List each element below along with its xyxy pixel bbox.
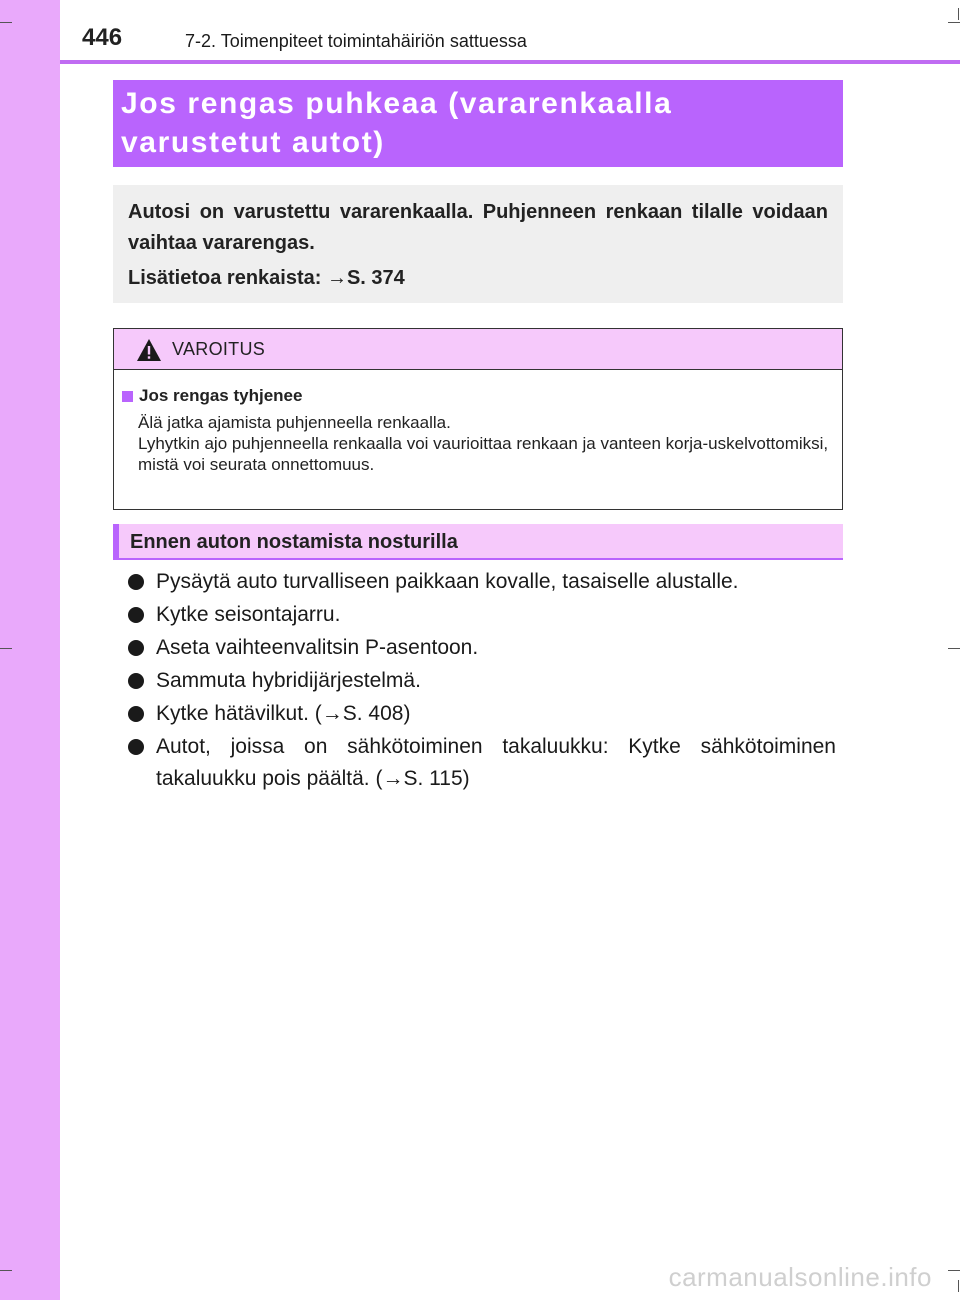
title-line-1: Jos rengas puhkeaa (vararenkaalla bbox=[121, 87, 673, 120]
bullet-icon bbox=[128, 673, 144, 689]
crop-mark bbox=[0, 1270, 12, 1271]
warning-header bbox=[114, 329, 842, 370]
bullet-icon bbox=[128, 574, 144, 590]
square-bullet-icon bbox=[122, 391, 133, 402]
bullet-icon bbox=[128, 607, 144, 623]
bullet-icon bbox=[128, 706, 144, 722]
list-item: Sammuta hybridijärjestelmä. bbox=[126, 665, 836, 697]
crop-mark bbox=[0, 22, 12, 23]
warning-box bbox=[113, 328, 843, 510]
crop-mark bbox=[958, 1280, 959, 1292]
side-strip bbox=[0, 0, 60, 1300]
crop-mark bbox=[948, 1270, 960, 1271]
warning-subheading bbox=[122, 386, 830, 406]
warning-subheading-text: Jos rengas tyhjenee bbox=[139, 386, 303, 405]
warning-text-line-1: Älä jatka ajamista puhjenneella renkaalla. bbox=[138, 413, 451, 432]
list-item: Aseta vaihteenvalitsin P-asentoon. bbox=[126, 632, 836, 664]
step-list bbox=[126, 566, 836, 796]
warning-label: VAROITUS bbox=[172, 339, 266, 359]
page-header bbox=[60, 0, 960, 64]
section-heading bbox=[113, 524, 843, 560]
list-item: Pysäytä auto turvalliseen paikkaan kovalle, tasaiselle alustalle. bbox=[126, 566, 836, 598]
watermark: carmanualsonline.info bbox=[668, 1262, 932, 1292]
crop-mark bbox=[0, 648, 12, 649]
bullet-icon bbox=[128, 640, 144, 656]
list-item: Autot, joissa on sähkötoiminen takaluukku: Kytke sähkötoiminen takaluukku pois päältä. (→S. 115) bbox=[126, 731, 836, 795]
page-title bbox=[113, 80, 843, 167]
page-number: 446 bbox=[82, 24, 123, 51]
header-rule bbox=[60, 60, 960, 64]
list-item: Kytke hätävilkut. (→S. 408) bbox=[126, 698, 836, 730]
warning-icon bbox=[136, 338, 162, 362]
intro-text: Autosi on varustettu vararenkaalla. Puhjenneen renkaan tilalle voidaan vaihtaa vararengas. bbox=[128, 201, 828, 254]
intro-box bbox=[113, 185, 843, 303]
title-line-2: varustetut autot) bbox=[121, 126, 385, 159]
warning-text-line-2: Lyhytkin ajo puhjenneella renkaalla voi vaurioittaa renkaan ja vanteen korja-uskelvottomiksi, mistä voi seurata onnettomuus. bbox=[138, 434, 829, 474]
crop-mark bbox=[948, 648, 960, 649]
list-item: Kytke seisontajarru. bbox=[126, 599, 836, 631]
bullet-icon bbox=[128, 739, 144, 755]
warning-text bbox=[122, 412, 830, 475]
chapter-title: 7-2. Toimenpiteet toimintahäiriön sattuessa bbox=[185, 31, 527, 51]
warning-body bbox=[114, 370, 842, 475]
section-heading-text: Ennen auton nostamista nosturilla bbox=[130, 531, 458, 553]
intro-reference: Lisätietoa renkaista: →S. 374 bbox=[128, 267, 405, 289]
